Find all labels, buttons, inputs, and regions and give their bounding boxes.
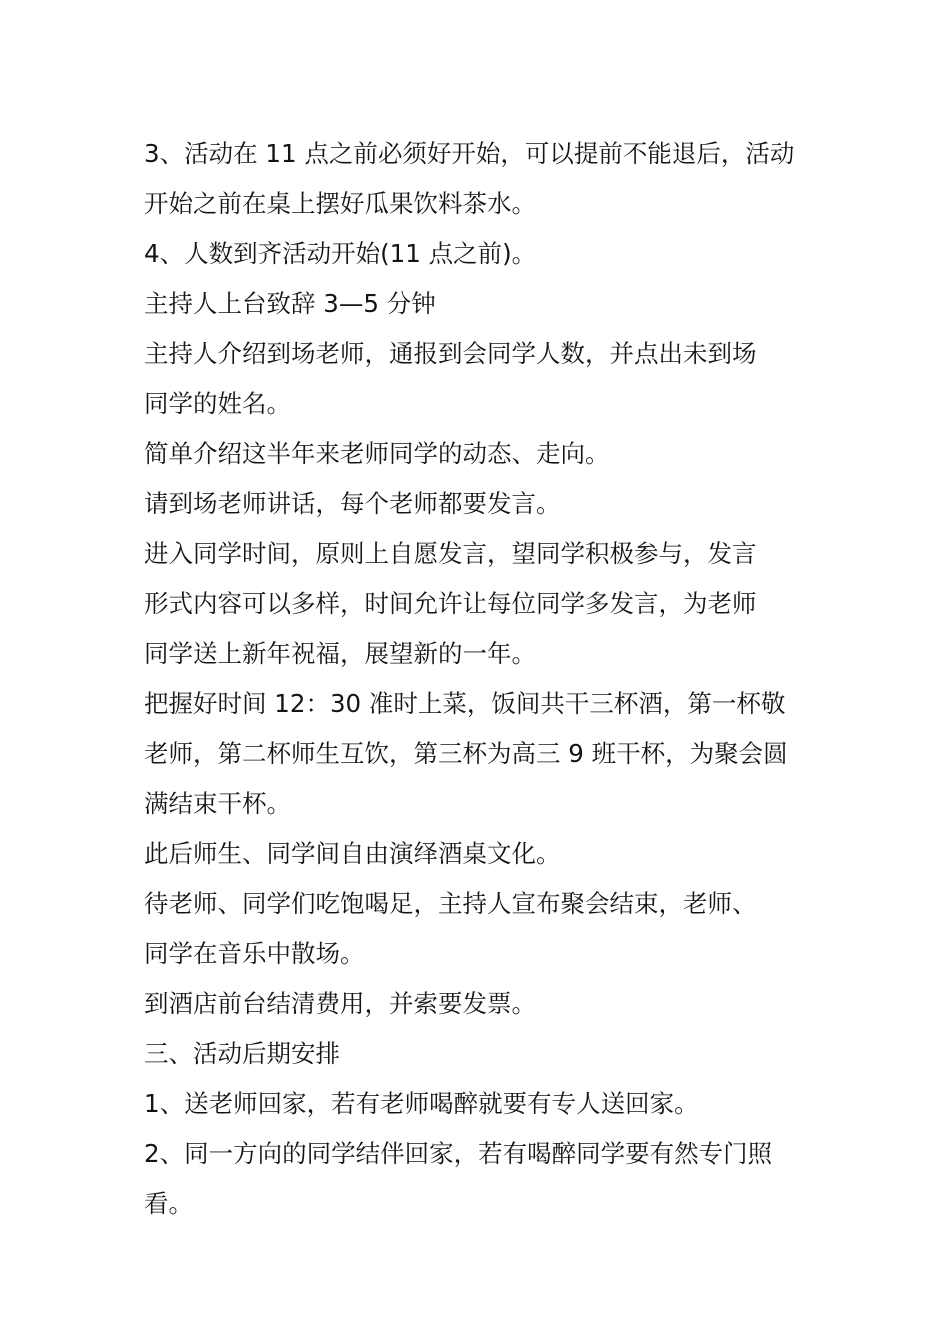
document-body	[144, 129, 810, 1229]
text-line: 形式内容可以多样，时间允许让每位同学多发言，为老师	[144, 589, 757, 618]
text-line: 满结束干杯。	[144, 789, 291, 818]
text-line: 1、送老师回家，若有老师喝醉就要有专人送回家。	[144, 1089, 699, 1118]
text-line: 此后师生、同学间自由演绎酒桌文化。	[144, 839, 561, 868]
text-line: 待老师、同学们吃饱喝足，主持人宣布聚会结束，老师、	[144, 889, 757, 918]
section-heading: 三、活动后期安排	[144, 1039, 340, 1068]
text-line: 同学的姓名。	[144, 389, 291, 418]
text-line: 把握好时间 12：30 准时上菜，饭间共干三杯酒，第一杯敬	[144, 689, 786, 718]
text-line: 2、同一方向的同学结伴回家，若有喝醉同学要有然专门照	[144, 1139, 773, 1168]
text-line: 同学送上新年祝福，展望新的一年。	[144, 639, 536, 668]
text-line: 4、人数到齐活动开始(11 点之前)。	[144, 239, 537, 268]
text-line: 进入同学时间，原则上自愿发言，望同学积极参与，发言	[144, 539, 757, 568]
text-line: 看。	[144, 1189, 193, 1218]
text-line: 主持人上台致辞 3—5 分钟	[144, 289, 436, 318]
text-line: 开始之前在桌上摆好瓜果饮料茶水。	[144, 189, 536, 218]
text-line: 到酒店前台结清费用，并索要发票。	[144, 989, 536, 1018]
text-line: 请到场老师讲话，每个老师都要发言。	[144, 489, 561, 518]
text-line: 同学在音乐中散场。	[144, 939, 365, 968]
text-line: 老师，第二杯师生互饮，第三杯为高三 9 班干杯，为聚会圆	[144, 739, 788, 768]
text-line: 主持人介绍到场老师，通报到会同学人数，并点出未到场	[144, 339, 757, 368]
text-line: 简单介绍这半年来老师同学的动态、走向。	[144, 439, 610, 468]
text-line: 3、活动在 11 点之前必须好开始，可以提前不能退后，活动	[144, 139, 795, 168]
